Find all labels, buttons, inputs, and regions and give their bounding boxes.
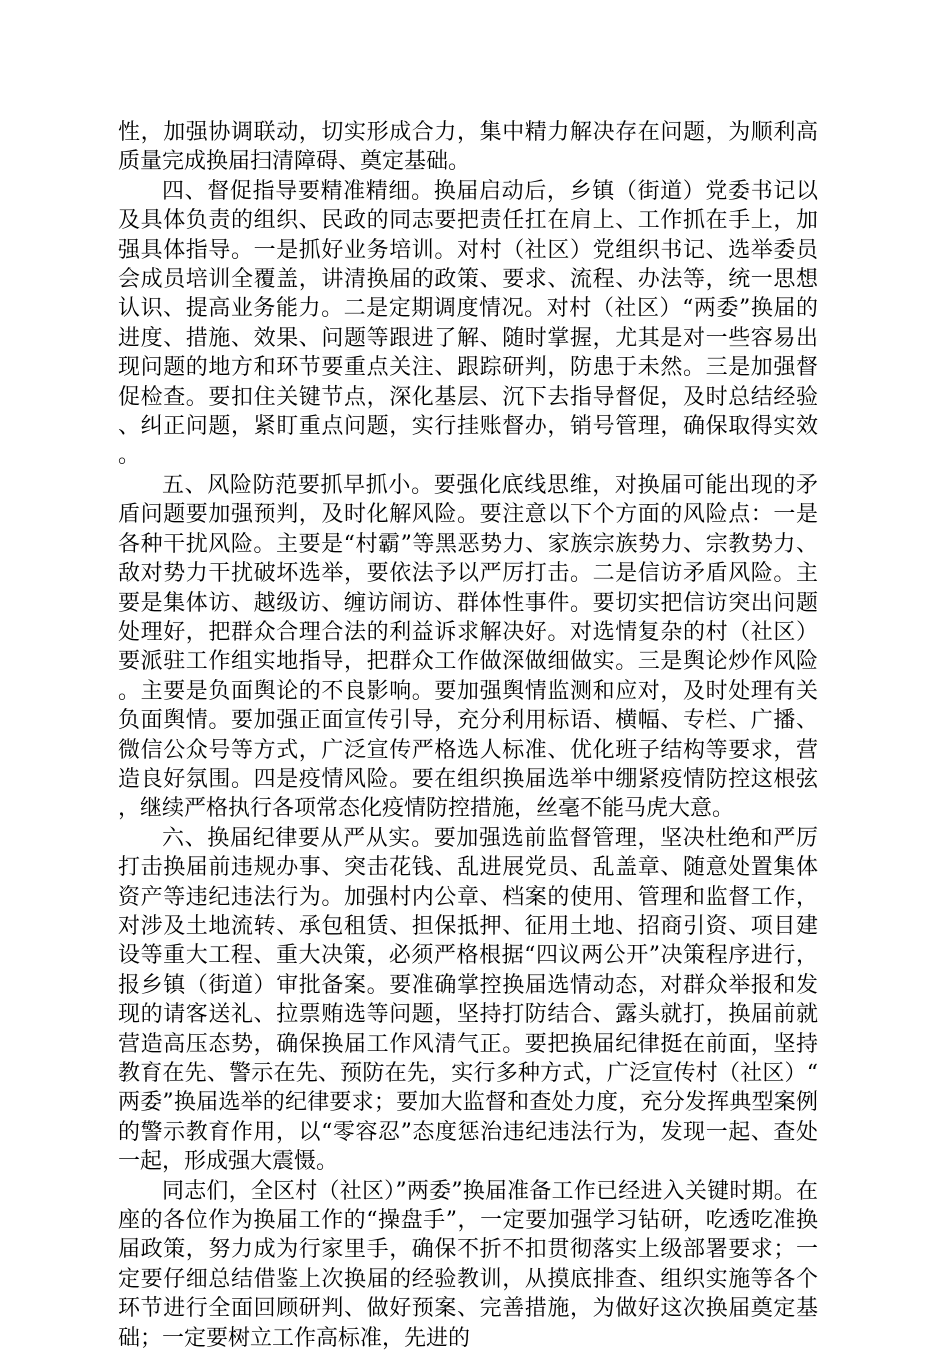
paragraph-1: 性，加强协调联动，切实形成合力，集中精力解决存在问题，为顺利高质量完成换届扫清障碍、奠定基础。 [118, 120, 818, 175]
paragraph-5: 同志们，全区村（社区）”两委”换届准备工作已经进入关键时期。在座的各位作为换届工作的“操盘手”，一定要加强学习钻研，吃透吃准换届政策，努力成为行家里手，确保不折不扣贯彻落实上级部署要求；一定要仔细总结借鉴上次换届的经验教训，从摸底排查、组织实施等各个环节进行全面回顾研判、做好预案、完善措施，为做好这次换届奠定基础；一定要树立工作高标准，先进的 [118, 1178, 818, 1351]
document-body [118, 118, 818, 1353]
paragraph-4: 六、换届纪律要从严从实。要加强选前监督管理，坚决杜绝和严厉打击换届前违规办事、突击花钱、乱进展党员、乱盖章、随意处置集体资产等违纪违法行为。加强村内公章、档案的使用、管理和监督工作，对涉及土地流转、承包租赁、担保抵押、征用土地、招商引资、项目建设等重大工程、重大决策，必须严格根据“四议两公开”决策程序进行，报乡镇（街道）审批备案。要准确掌控换届选情动态，对群众举报和发现的请客送礼、拉票贿选等问题，坚持打防结合、露头就打，换届前就营造高压态势，确保换届工作风清气正。要把换届纪律挺在前面，坚持教育在先、警示在先、预防在先，实行多种方式，广泛宣传村（社区）“两委”换届选举的纪律要求；要加大监督和查处力度，充分发挥典型案例的警示教育作用，以“零容忍”态度惩治违纪违法行为，发现一起、查处一起，形成强大震慑。 [118, 825, 818, 1175]
paragraph-3: 五、风险防范要抓早抓小。要强化底线思维，对换届可能出现的矛盾问题要加强预判，及时化解风险。要注意以下个方面的风险点：一是各种干扰风险。主要是“村霸”等黑恶势力、家族宗族势力、宗教势力、敌对势力干扰破坏选举，要依法予以严厉打击。二是信访矛盾风险。主要是集体访、越级访、缠访闹访、群体性事件。要切实把信访突出问题处理好，把群众合理合法的利益诉求解决好。对选情复杂的村（社区）要派驻工作组实地指导，把群众工作做深做细做实。三是舆论炒作风险。主要是负面舆论的不良影响。要加强舆情监测和应对，及时处理有关负面舆情。要加强正面宣传引导，充分利用标语、横幅、专栏、广播、微信公众号等方式，广泛宣传严格选人标准、优化班子结构等要求，营造良好氛围。四是疫情风险。要在组织换届选举中绷紧疫情防控这根弦，继续严格执行各项常态化疫情防控措施，丝毫不能马虎大意。 [118, 472, 818, 822]
paragraph-2: 四、督促指导要精准精细。换届启动后，乡镇（街道）党委书记以及具体负责的组织、民政的同志要把责任扛在肩上、工作抓在手上，加强具体指导。一是抓好业务培训。对村（社区）党组织书记、选举委员会成员培训全覆盖，讲清换届的政策、要求、流程、办法等，统一思想认识、提高业务能力。二是定期调度情况。对村（社区）“两委”换届的进度、措施、效果、问题等跟进了解、随时掌握，尤其是对一些容易出现问题的地方和环节要重点关注、跟踪研判，防患于未然。三是加强督促检查。要扣住关键节点，深化基层、沉下去指导督促，及时总结经验、纠正问题，紧盯重点问题，实行挂账督办，销号管理，确保取得实效。 [118, 178, 818, 469]
